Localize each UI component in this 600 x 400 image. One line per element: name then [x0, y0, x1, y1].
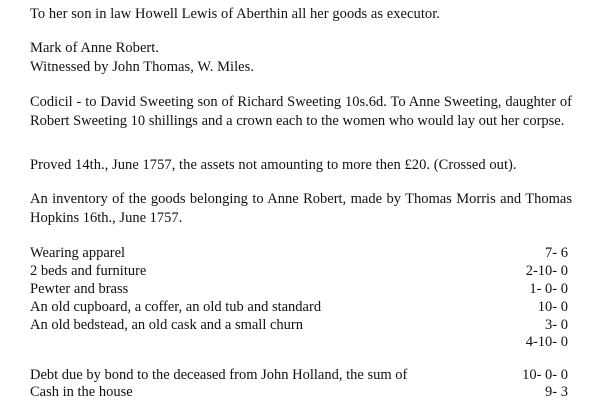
debt-item-value: 10- 0- 0 [522, 367, 568, 383]
debt-item-label: Cash in the house [30, 384, 133, 400]
inventory-total: 4-10- 0 [525, 334, 568, 350]
inventory-item-value: 7- 6 [545, 245, 568, 261]
proved-paragraph: Proved 14th., June 1757, the assets not amounting to more then £20. (Crossed out). [30, 157, 517, 173]
inventory-item-value: 1- 0- 0 [529, 281, 568, 297]
inventory-item-value: 10- 0 [537, 299, 568, 315]
son-in-law-paragraph: To her son in law Howell Lewis of Aberthin all her goods as executor. [30, 6, 440, 22]
inventory-item-label: 2 beds and furniture [30, 263, 147, 279]
inventory-item-label: Pewter and brass [30, 281, 129, 297]
inventory-item-label: An old bedstead, an old cask and a small churn [30, 317, 304, 333]
codicil-paragraph: Codicil - to David Sweeting son of Richard Sweeting 10s.6d. To Anne Sweeting, daughter of Robert Sweeting 10 shillings and a crown each to the women who would lay out her corpse. [30, 94, 572, 129]
debt-item-value: 9- 3 [545, 384, 568, 400]
inventory-item-label: An old cupboard, a coffer, an old tub and standard [30, 299, 322, 315]
witnessed-line: Witnessed by John Thomas, W. Miles. [30, 59, 255, 75]
inventory-item-value: 2-10- 0 [525, 263, 568, 279]
mark-line: Mark of Anne Robert. [30, 40, 160, 56]
inventory-intro-paragraph: An inventory of the goods belonging to Anne Robert, made by Thomas Morris and Thomas Hopkins 16th., June 1757. [30, 191, 572, 226]
debt-item-label: Debt due by bond to the deceased from John Holland, the sum of [30, 367, 408, 383]
inventory-item-label: Wearing apparel [30, 245, 126, 261]
inventory-item-value: 3- 0 [545, 317, 568, 333]
